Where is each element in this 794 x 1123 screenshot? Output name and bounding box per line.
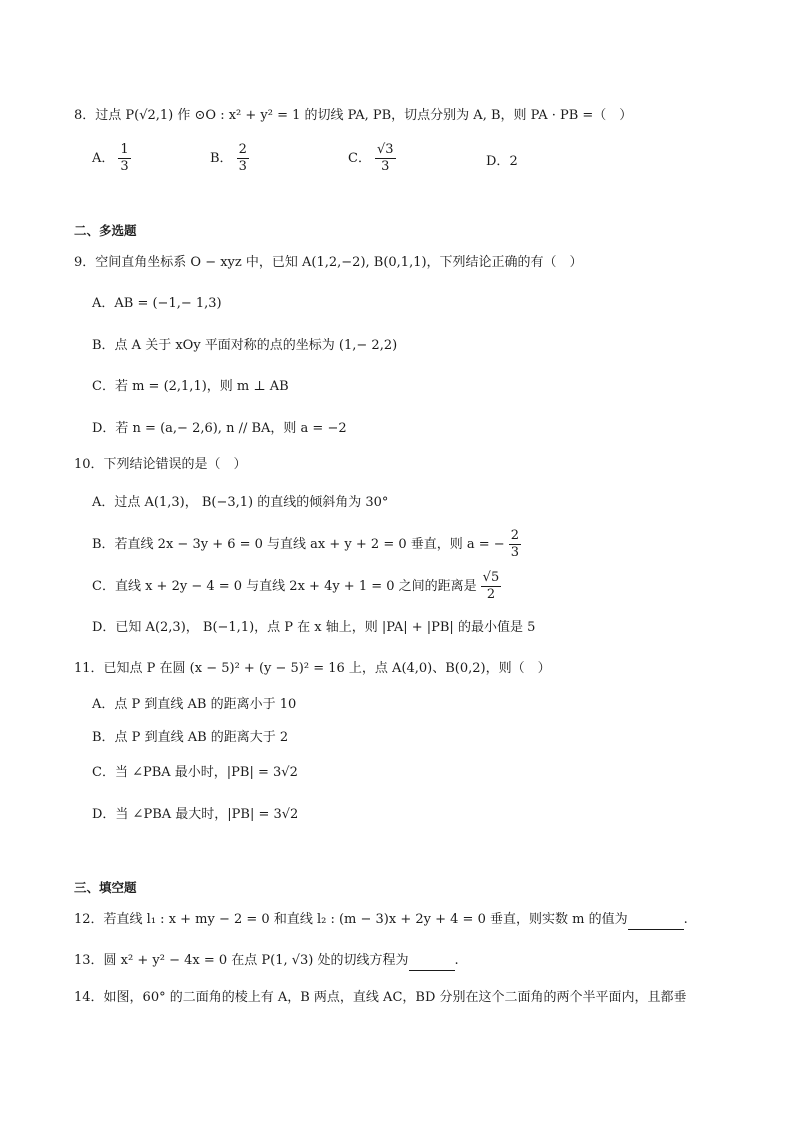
q10-option-c-fraction (481, 570, 502, 603)
q12-end: . (683, 912, 688, 927)
denominator: 3 (238, 159, 247, 174)
q9-option-b: B．点 A 关于 xOy 平面对称的点的坐标为 (1,− 2,2) (92, 338, 398, 353)
section-heading-fill-in: 三、填空题 (74, 880, 137, 895)
q12-answer-blank[interactable] (628, 911, 684, 930)
q10-option-b-fraction (509, 528, 521, 561)
q8-option-a-fraction (118, 142, 130, 175)
numerator: √3 (376, 142, 394, 157)
q11-stem: 11．已知点 P 在圆 (x − 5)² + (y − 5)² = 16 上，点 A(4,0)、B(0,2)，则（ ） (74, 661, 551, 676)
denominator: 3 (381, 159, 390, 174)
q9-option-d: D．若 n = (a,− 2,6), n // BA，则 a = −2 (92, 421, 347, 436)
q8-option-a (92, 142, 131, 175)
q13-end: . (454, 953, 459, 968)
q11-option-d: D．当 ∠PBA 最大时，|PB| = 3√2 (92, 807, 299, 822)
q10-option-a: A．过点 A(1,3)， B(−3,1) 的直线的倾斜角为 30° (92, 495, 389, 510)
numerator: 2 (238, 142, 247, 157)
q10-option-c (92, 570, 501, 603)
q10-option-d: D．已知 A(2,3)， B(−1,1)，点 P 在 x 轴上，则 |PA| + |PB| 的最小值是 5 (92, 620, 536, 635)
q9-option-c: C．若 m = (2,1,1)，则 m ⊥ AB (92, 379, 289, 394)
q14-stem: 14．如图，60° 的二面角的棱上有 A，B 两点，直线 AC，BD 分别在这个二面角的两个半平面内，且都垂 (74, 990, 687, 1005)
q13 (74, 952, 459, 971)
q11-option-a: A．点 P 到直线 AB 的距离小于 10 (92, 697, 297, 712)
q8-option-b-label: B． (210, 151, 233, 166)
q9-stem: 9．空间直角坐标系 O − xyz 中，已知 A(1,2,−2), B(0,1,1)，下列结论正确的有（ ） (74, 255, 583, 270)
q12 (74, 911, 688, 930)
denominator: 3 (120, 159, 129, 174)
q8-options (92, 142, 612, 182)
q11-option-b: B．点 P 到直线 AB 的距离大于 2 (92, 730, 289, 745)
q9-option-a: A．AB = (−1,− 1,3) (92, 296, 222, 311)
q10-stem: 10．下列结论错误的是（ ） (74, 457, 247, 472)
q13-stem: 13．圆 x² + y² − 4x = 0 在点 P(1, √3) 处的切线方程为 (74, 953, 409, 968)
q8-option-c-fraction (375, 142, 396, 175)
numerator: 1 (120, 142, 129, 157)
denominator: 2 (486, 587, 496, 602)
q11-option-c: C．当 ∠PBA 最小时，|PB| = 3√2 (92, 765, 298, 780)
q10-option-c-text: C．直线 x + 2y − 4 = 0 与直线 2x + 4y + 1 = 0 之间的距离是 (92, 579, 477, 594)
q8-option-d (486, 150, 518, 169)
numerator: 2 (510, 528, 519, 543)
q8-option-d-label: D． (486, 154, 510, 169)
section-heading-multiple-choice: 二、多选题 (74, 223, 137, 238)
q10-option-b-text: B．若直线 2x − 3y + 6 = 0 与直线 ax + y + 2 = 0 垂直，则 a = − (92, 537, 505, 552)
q8-option-c (348, 142, 396, 175)
q8-option-a-label: A． (92, 151, 115, 166)
q8-option-d-text: 2 (509, 154, 518, 169)
q10-option-b (92, 528, 521, 561)
q8-stem: 8．过点 P(√2,1) 作 ⊙O : x² + y² = 1 的切线 PA, PB，切点分别为 A, B，则 PA · PB =（ ） (74, 108, 633, 123)
q13-answer-blank[interactable] (409, 952, 455, 971)
q12-stem: 12．若直线 l₁ : x + my − 2 = 0 和直线 l₂ : (m − 3)x + 2y + 4 = 0 垂直，则实数 m 的值为 (74, 912, 628, 927)
denominator: 3 (510, 545, 519, 560)
q8-option-b-fraction (237, 142, 249, 175)
numerator: √5 (482, 570, 500, 585)
q8-option-c-label: C． (348, 151, 371, 166)
q8-option-b (210, 142, 249, 175)
